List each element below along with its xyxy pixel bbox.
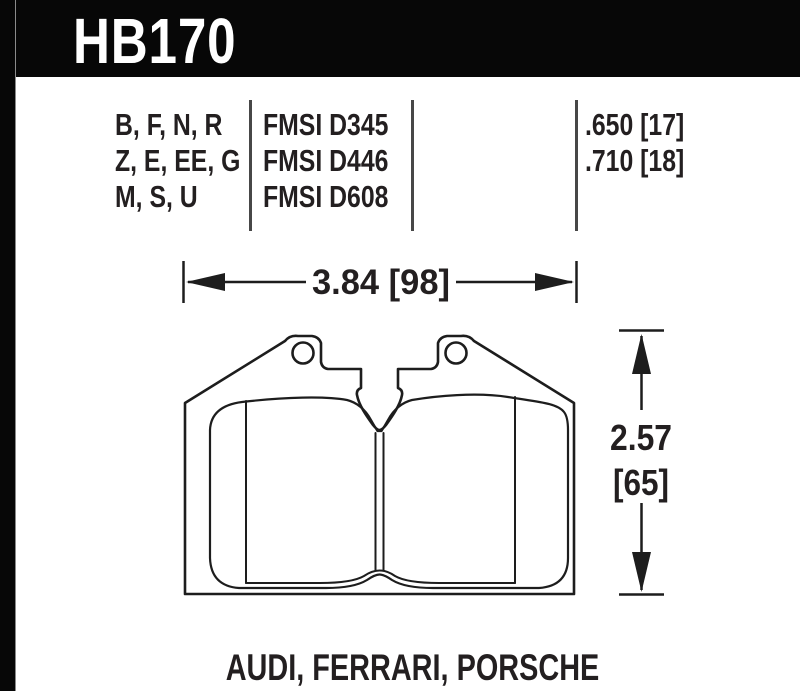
thickness-row1: .650 [17] (585, 107, 685, 142)
brake-pad-outline (185, 336, 574, 594)
compound-codes-row1: B, F, N, R (115, 107, 223, 142)
fmsi-row1: FMSI D345 (263, 107, 389, 142)
compound-codes-row2: Z, E, EE, G (115, 143, 241, 178)
friction-bottom-edge (246, 571, 515, 584)
width-dimension (184, 258, 577, 304)
height-dimension (603, 331, 681, 595)
mounting-hole-right (446, 343, 467, 364)
width-arrow-right-icon (535, 273, 574, 291)
applications-text (0, 648, 800, 688)
applications-label: AUDI, FERRARI, PORSCHE (225, 647, 599, 688)
compound-codes-row3: M, S, U (115, 179, 198, 214)
height-arrow-up-icon (632, 334, 651, 374)
height-arrow-down-icon (632, 552, 651, 592)
thickness-row2: .710 [18] (585, 143, 685, 178)
part-number: HB170 (73, 5, 237, 77)
fmsi-row2: FMSI D446 (263, 143, 389, 178)
fmsi-row3: FMSI D608 (263, 179, 389, 214)
height-dimension-label-in: 2.57 (610, 417, 672, 458)
width-arrow-left-icon (186, 273, 225, 291)
height-dimension-label-mm: [65] (613, 462, 669, 503)
width-dimension-label: 3.84 [98] (312, 263, 450, 302)
mounting-hole-left (293, 343, 314, 364)
